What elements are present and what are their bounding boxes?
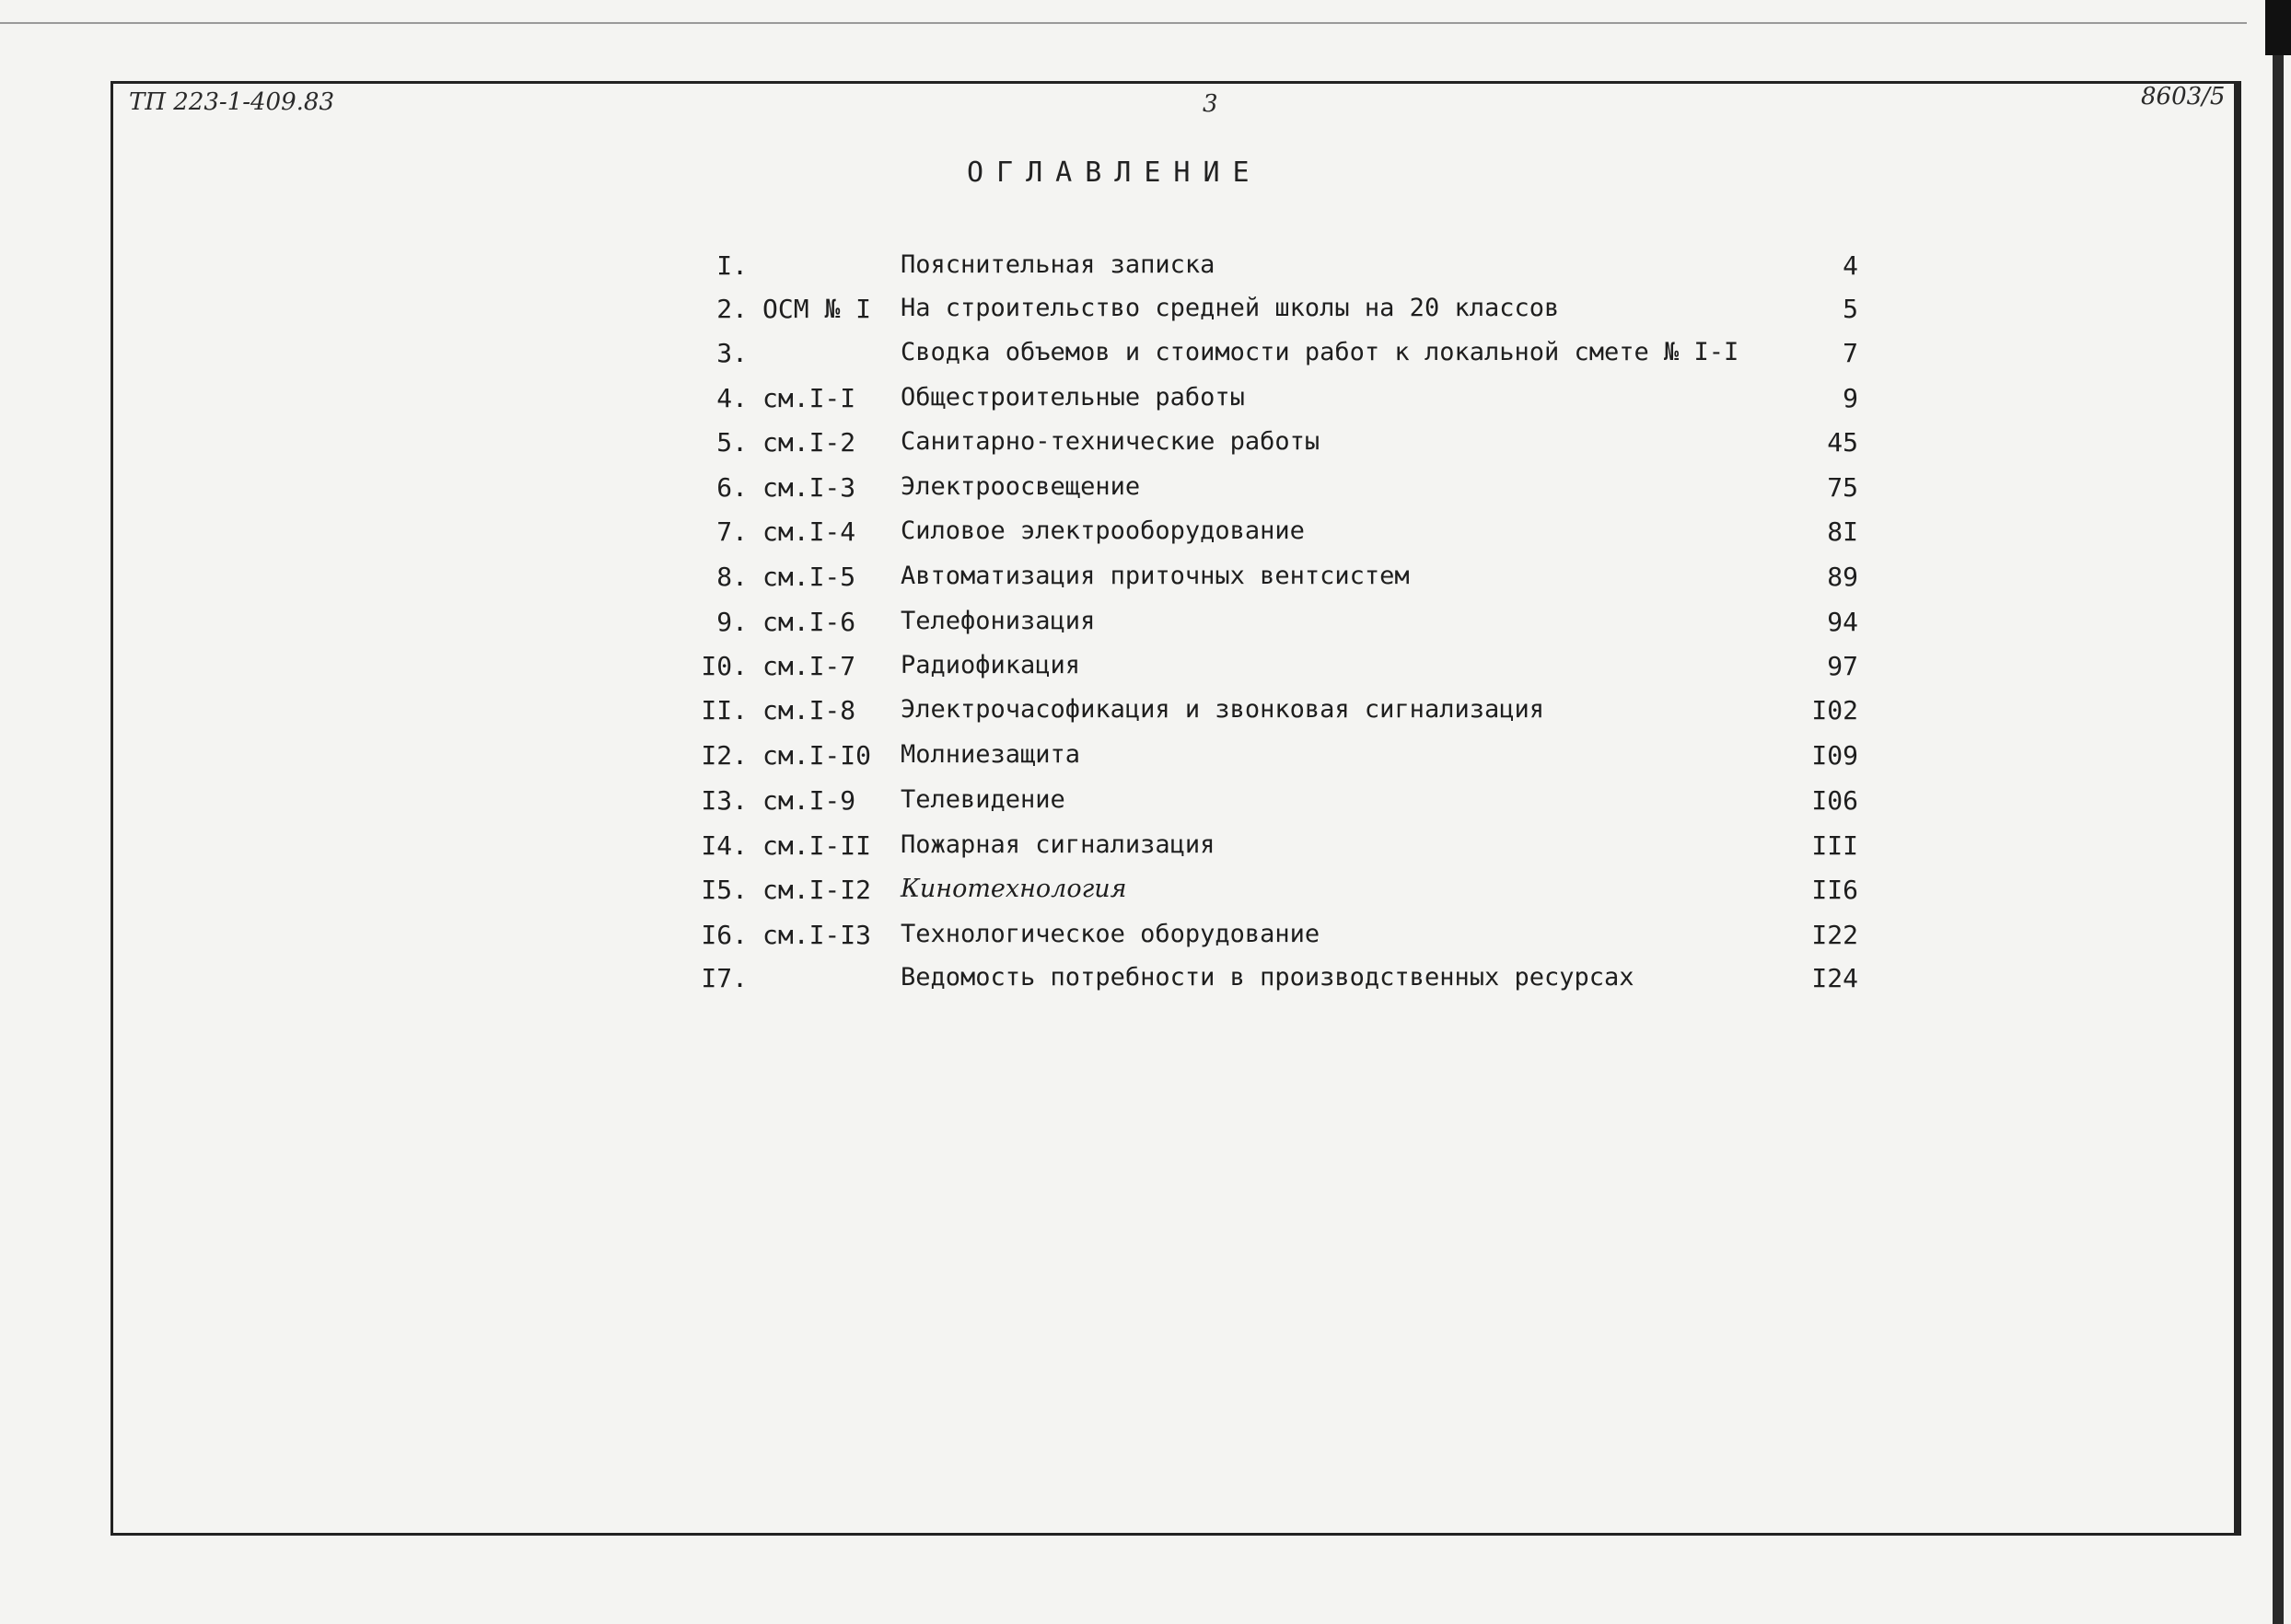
- toc-row: [0, 875, 2291, 911]
- toc-row: [0, 830, 2291, 867]
- toc-item-page: 9: [1843, 383, 1858, 413]
- toc-item-code: см.I-4: [762, 516, 856, 547]
- toc-item-page: 5: [1843, 294, 1858, 324]
- toc-item-number: I6.: [701, 920, 748, 950]
- toc-item-number: I5.: [701, 875, 748, 905]
- toc-item-title: Пожарная сигнализация: [901, 830, 1215, 859]
- toc-item-title: Кинотехнология: [901, 875, 1127, 903]
- toc-item-number: 3.: [716, 338, 748, 368]
- toc-item-code: см.I-7: [762, 651, 856, 681]
- toc-item-title: Пояснительная записка: [901, 250, 1215, 279]
- page-title: ОГЛАВЛЕНИЕ: [967, 157, 1262, 189]
- toc-item-title: Автоматизация приточных вентсистем: [901, 562, 1410, 590]
- sheet-reference: 8603/5: [2141, 83, 2226, 110]
- toc-row: [0, 695, 2291, 732]
- toc-item-title: На строительство средней школы на 20 классов: [901, 294, 1560, 322]
- toc-item-number: I4.: [701, 830, 748, 861]
- toc-item-title: Технологическое оборудование: [901, 920, 1320, 948]
- toc-row: [0, 427, 2291, 464]
- toc-item-code: см.I-I2: [762, 875, 872, 905]
- toc-item-code: см.I-6: [762, 607, 856, 637]
- toc-item-title: Ведомость потребности в производственных ресурсах: [901, 963, 1634, 992]
- toc-row: [0, 785, 2291, 822]
- toc-item-number: I.: [716, 250, 748, 281]
- toc-row: [0, 294, 2291, 331]
- toc-item-number: 4.: [716, 383, 748, 413]
- toc-item-number: I0.: [701, 651, 748, 681]
- toc-item-page: 8I: [1827, 516, 1858, 547]
- toc-item-number: I3.: [701, 785, 748, 816]
- toc-item-title: Молниезащита: [901, 740, 1081, 769]
- toc-row: [0, 607, 2291, 644]
- toc-item-title: Санитарно-технические работы: [901, 427, 1320, 456]
- toc-item-page: 4: [1843, 250, 1858, 281]
- toc-item-page: II6: [1811, 875, 1858, 905]
- toc-row: [0, 472, 2291, 509]
- toc-item-page: 97: [1827, 651, 1858, 681]
- toc-row: [0, 562, 2291, 598]
- toc-item-code: см.I-9: [762, 785, 856, 816]
- toc-item-number: I7.: [701, 963, 748, 993]
- toc-row: [0, 250, 2291, 287]
- toc-item-code: см.I-5: [762, 562, 856, 592]
- toc-row: [0, 963, 2291, 1000]
- toc-item-page: I06: [1811, 785, 1858, 816]
- toc-row: [0, 516, 2291, 553]
- toc-item-page: 45: [1827, 427, 1858, 458]
- toc-item-number: 8.: [716, 562, 748, 592]
- toc-item-page: 75: [1827, 472, 1858, 503]
- toc-item-title: Сводка объемов и стоимости работ к локальной смете № I-I: [901, 338, 1739, 366]
- toc-item-number: 6.: [716, 472, 748, 503]
- toc-row: [0, 920, 2291, 957]
- document-code: ТП 223-1-409.83: [129, 88, 334, 116]
- toc-item-code: см.I-8: [762, 695, 856, 725]
- toc-item-page: III: [1811, 830, 1858, 861]
- toc-item-title: Электрочасофикация и звонковая сигнализация: [901, 695, 1544, 724]
- toc-item-number: 2.: [716, 294, 748, 324]
- toc-item-code: ОСМ № I: [762, 294, 872, 324]
- toc-item-page: I22: [1811, 920, 1858, 950]
- toc-item-title: Общестроительные работы: [901, 383, 1245, 412]
- toc-item-code: см.I-I: [762, 383, 856, 413]
- toc-item-number: 9.: [716, 607, 748, 637]
- toc-item-code: см.I-I3: [762, 920, 872, 950]
- toc-item-title: Электроосвещение: [901, 472, 1141, 501]
- toc-item-code: см.I-3: [762, 472, 856, 503]
- toc-item-title: Телевидение: [901, 785, 1065, 814]
- toc-item-page: I02: [1811, 695, 1858, 725]
- toc-row: [0, 651, 2291, 688]
- toc-item-page: I24: [1811, 963, 1858, 993]
- toc-item-number: 5.: [716, 427, 748, 458]
- toc-item-page: 94: [1827, 607, 1858, 637]
- toc-item-page: 89: [1827, 562, 1858, 592]
- toc-row: [0, 383, 2291, 420]
- toc-item-number: II.: [701, 695, 748, 725]
- page-number: 3: [1203, 90, 1218, 118]
- toc-item-code: см.I-I0: [762, 740, 872, 771]
- toc-row: [0, 740, 2291, 777]
- toc-item-title: Радиофикация: [901, 651, 1081, 679]
- toc-item-title: Силовое электрооборудование: [901, 516, 1305, 545]
- toc-item-number: 7.: [716, 516, 748, 547]
- toc-item-page: 7: [1843, 338, 1858, 368]
- toc-item-code: см.I-2: [762, 427, 856, 458]
- toc-item-number: I2.: [701, 740, 748, 771]
- toc-row: [0, 338, 2291, 375]
- toc-item-page: I09: [1811, 740, 1858, 771]
- toc-item-code: см.I-II: [762, 830, 872, 861]
- toc-item-title: Телефонизация: [901, 607, 1096, 635]
